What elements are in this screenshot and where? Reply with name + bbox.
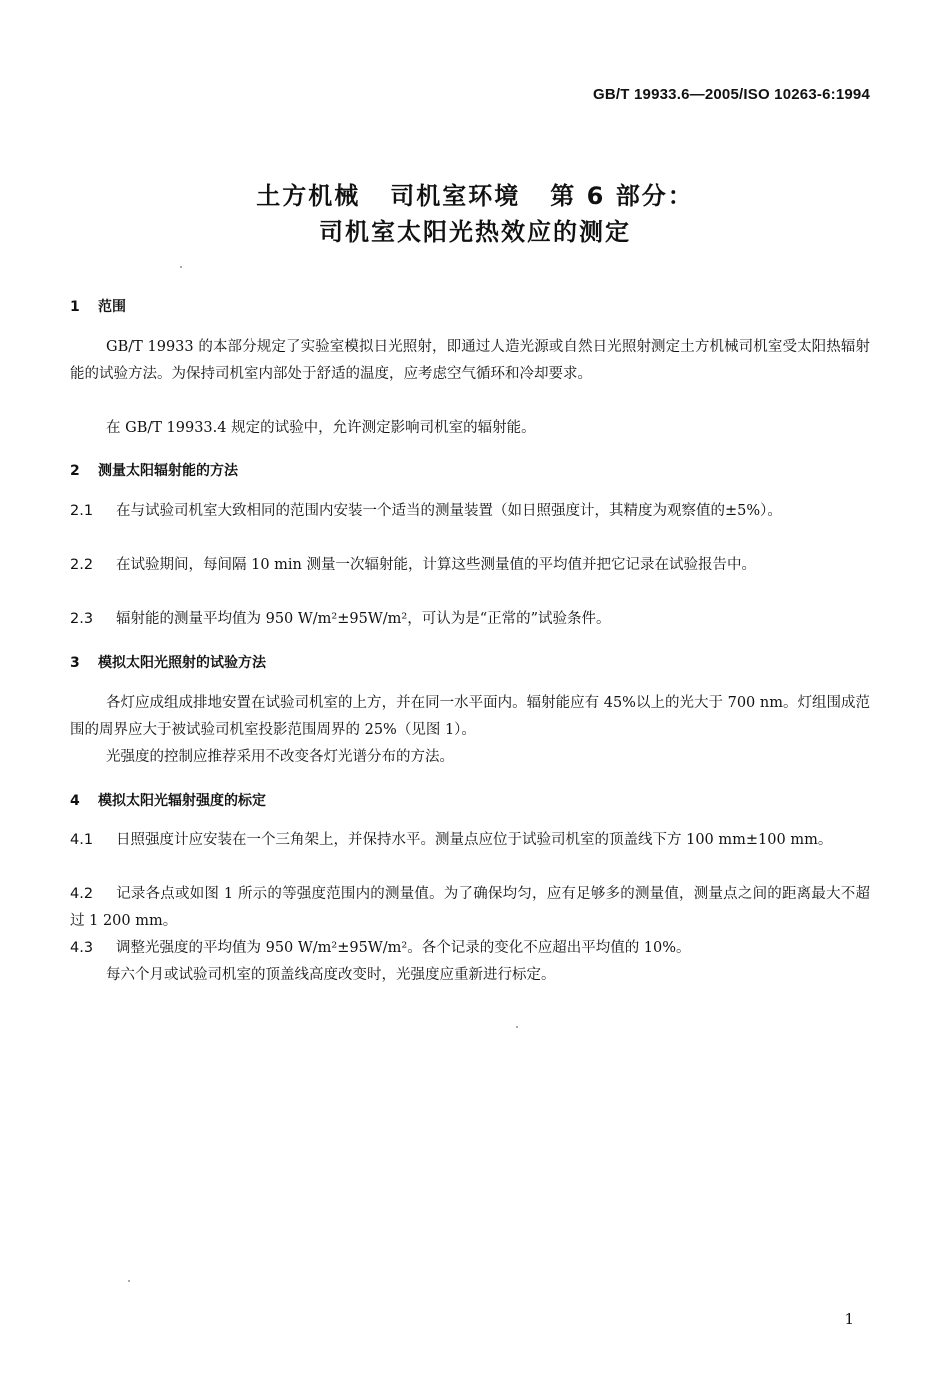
clause-number: 4.1 [70, 832, 94, 848]
clause-number: 2.2 [70, 557, 94, 573]
section-2-heading [70, 460, 238, 480]
document-title-line1 [0, 176, 950, 211]
page-number: 1 [844, 1310, 854, 1328]
clause-4-3 [70, 935, 870, 962]
clause-4-2 [70, 881, 870, 935]
clause-text: 调整光强度的平均值为 950 W/m²±95W/m²。各个记录的变化不应超出平均值的 10%。 [116, 940, 691, 956]
section-1-paragraph-1: GB/T 19933 的本部分规定了实验室模拟日光照射，即通过人造光源或自然日光照射测定土方机械司机室受太阳热辐射能的试验方法。为保持司机室内部处于舒适的温度，应考虑空气循环和冷却要求。 [70, 339, 870, 382]
clause-text: 在试验期间，每间隔 10 min 测量一次辐射能，计算这些测量值的平均值并把它记录在试验报告中。 [116, 557, 756, 573]
title-part-b: 司机室环境 [390, 182, 521, 210]
section-title: 测量太阳辐射能的方法 [98, 463, 238, 479]
clause-number: 2.1 [70, 503, 94, 519]
section-number: 2 [70, 463, 80, 479]
scan-speck [516, 1026, 518, 1028]
section-3-paragraph-1: 各灯应成组成排地安置在试验司机室的上方，并在同一水平面内。辐射能应有 45%以上的光大于 700 nm。灯组围成范围的周界应大于被试验司机室投影范围周界的 25%（见图 1）。 [70, 695, 870, 738]
section-3-heading [70, 652, 266, 672]
clause-4-1 [70, 827, 870, 854]
section-4-heading [70, 790, 266, 810]
clause-text: 在与试验司机室大致相同的范围内安装一个适当的测量装置（如日照强度计，其精度为观察值的±5%）。 [116, 503, 782, 519]
section-number: 1 [70, 299, 80, 315]
clause-number: 2.3 [70, 611, 94, 627]
clause-text: 记录各点或如图 1 所示的等强度范围内的测量值。为了确保均匀，应有足够多的测量值，测量点之间的距离最大不超过 1 200 mm。 [70, 886, 870, 929]
clause-text: 日照强度计应安装在一个三角架上，并保持水平。测量点应位于试验司机室的顶盖线下方 100 mm±100 mm。 [116, 832, 833, 848]
clause-2-1 [70, 498, 870, 525]
section-number: 3 [70, 655, 80, 671]
clause-2-3 [70, 606, 870, 633]
section-number: 4 [70, 793, 80, 809]
clause-number: 4.3 [70, 940, 94, 956]
section-1-heading [70, 296, 126, 316]
title-part-c: 第 6 部分： [550, 182, 694, 210]
standard-code: GB/T 19933.6—2005/ISO 10263-6:1994 [593, 86, 870, 103]
clause-number: 4.2 [70, 886, 94, 902]
section-title: 模拟太阳光辐射强度的标定 [98, 793, 266, 809]
section-4-closing-paragraph: 每六个月或试验司机室的顶盖线高度改变时，光强度应重新进行标定。 [106, 967, 556, 983]
title-part-a: 土方机械 [256, 182, 361, 210]
section-1-paragraph-2: 在 GB/T 19933.4 规定的试验中，允许测定影响司机室的辐射能。 [106, 420, 536, 436]
scan-speck [180, 266, 182, 268]
scan-speck [128, 1280, 130, 1282]
clause-text: 辐射能的测量平均值为 950 W/m²±95W/m²，可认为是“正常的”试验条件。 [116, 611, 611, 627]
clause-2-2 [70, 552, 870, 579]
section-title: 模拟太阳光照射的试验方法 [98, 655, 266, 671]
section-title: 范围 [98, 299, 126, 315]
section-3-paragraph-2: 光强度的控制应推荐采用不改变各灯光谱分布的方法。 [106, 749, 454, 765]
document-title-line2: 司机室太阳光热效应的测定 [319, 218, 631, 246]
